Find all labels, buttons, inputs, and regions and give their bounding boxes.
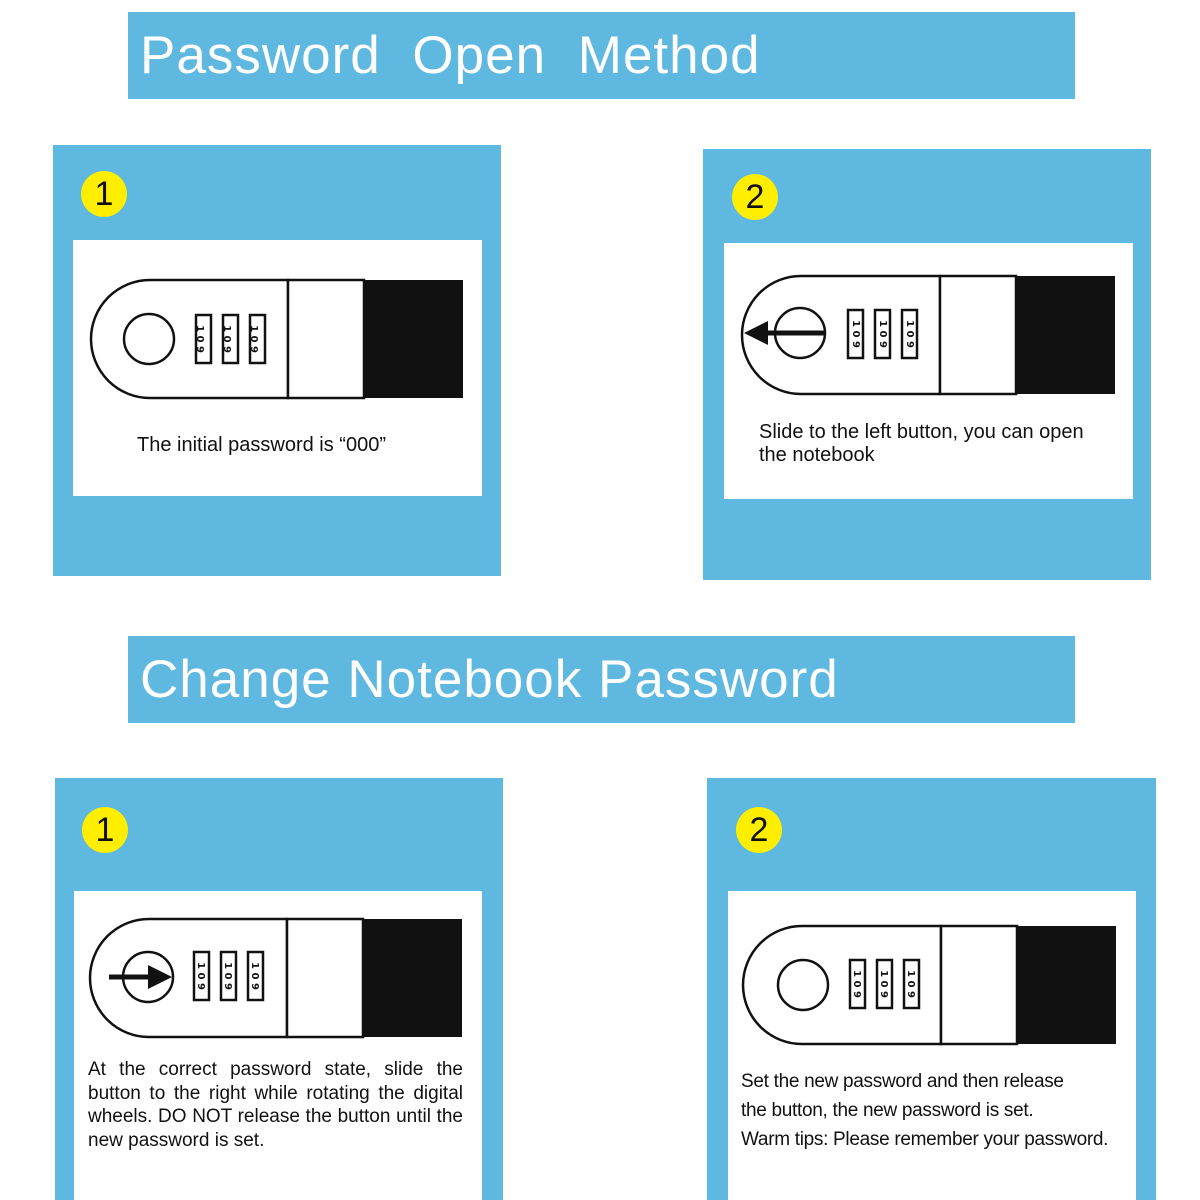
open-step-1-panel [53, 145, 501, 576]
change-step-2-caption [741, 1067, 1136, 1154]
open-step-1-caption: The initial password is “000” [137, 434, 386, 456]
open-step-1-card [73, 240, 482, 496]
lock-diagram [74, 891, 482, 1200]
lock-slot [941, 926, 1017, 1044]
lock-strap [363, 919, 462, 1037]
change-password-title: Change Notebook Password [140, 650, 839, 709]
lock-button-icon [778, 960, 828, 1010]
change-step-1-caption: At the correct password state, slide the button to the right while rotating the digital wheels. DO NOT release the button until the new password is set. [88, 1059, 463, 1151]
section-title-change-password [128, 636, 1075, 723]
lock-strap [364, 280, 463, 398]
step-number-badge: 1 [82, 807, 128, 853]
open-step-2-caption: Slide to the left button, you can open the notebook [759, 421, 1084, 466]
change-step-1-card [74, 891, 482, 1200]
digit-wheel-label: 1 0 9 [222, 962, 233, 990]
lock-diagram [73, 240, 482, 496]
caption-line: the button, the new password is set. [741, 1100, 1034, 1121]
digit-wheel-label: 1 0 9 [249, 962, 260, 990]
change-step-2-panel [707, 778, 1156, 1200]
digit-wheels-icon [850, 960, 919, 1008]
step-number-badge: 1 [81, 171, 127, 217]
step-number-badge: 2 [736, 807, 782, 853]
digit-wheel-label: 1 0 9 [221, 325, 232, 353]
step-number-badge: 2 [732, 174, 778, 220]
digit-wheel-label: 1 0 9 [195, 962, 206, 990]
caption-line: Set the new password and then release [741, 1071, 1064, 1092]
section-title-open-method [128, 12, 1075, 99]
open-step-2-card [724, 243, 1133, 499]
lock-button-icon [124, 314, 174, 364]
digit-wheels-icon [194, 315, 265, 363]
caption-line: Warm tips: Please remember your password. [741, 1129, 1109, 1150]
digit-wheels-icon [194, 952, 263, 1000]
digit-wheel-label: 1 0 9 [905, 970, 916, 998]
lock-slot [288, 280, 364, 398]
digit-wheel-label: 1 0 9 [194, 325, 205, 353]
digit-wheel-label: 1 0 9 [851, 970, 862, 998]
change-step-1-panel [55, 778, 503, 1200]
digit-wheel-label: 1 0 9 [248, 325, 259, 353]
lock-strap [1017, 926, 1116, 1044]
open-step-2-panel [703, 149, 1151, 580]
digit-wheels-icon [848, 310, 917, 358]
digit-wheel-label: 1 0 9 [877, 320, 888, 348]
lock-strap [1016, 276, 1115, 394]
lock-slot [287, 919, 363, 1037]
lock-slot [940, 276, 1016, 394]
digit-wheel-label: 1 0 9 [878, 970, 889, 998]
open-method-title: Password Open Method [140, 26, 761, 85]
digit-wheel-label: 1 0 9 [904, 320, 915, 348]
digit-wheel-label: 1 0 9 [850, 320, 861, 348]
change-step-2-card [728, 891, 1136, 1200]
